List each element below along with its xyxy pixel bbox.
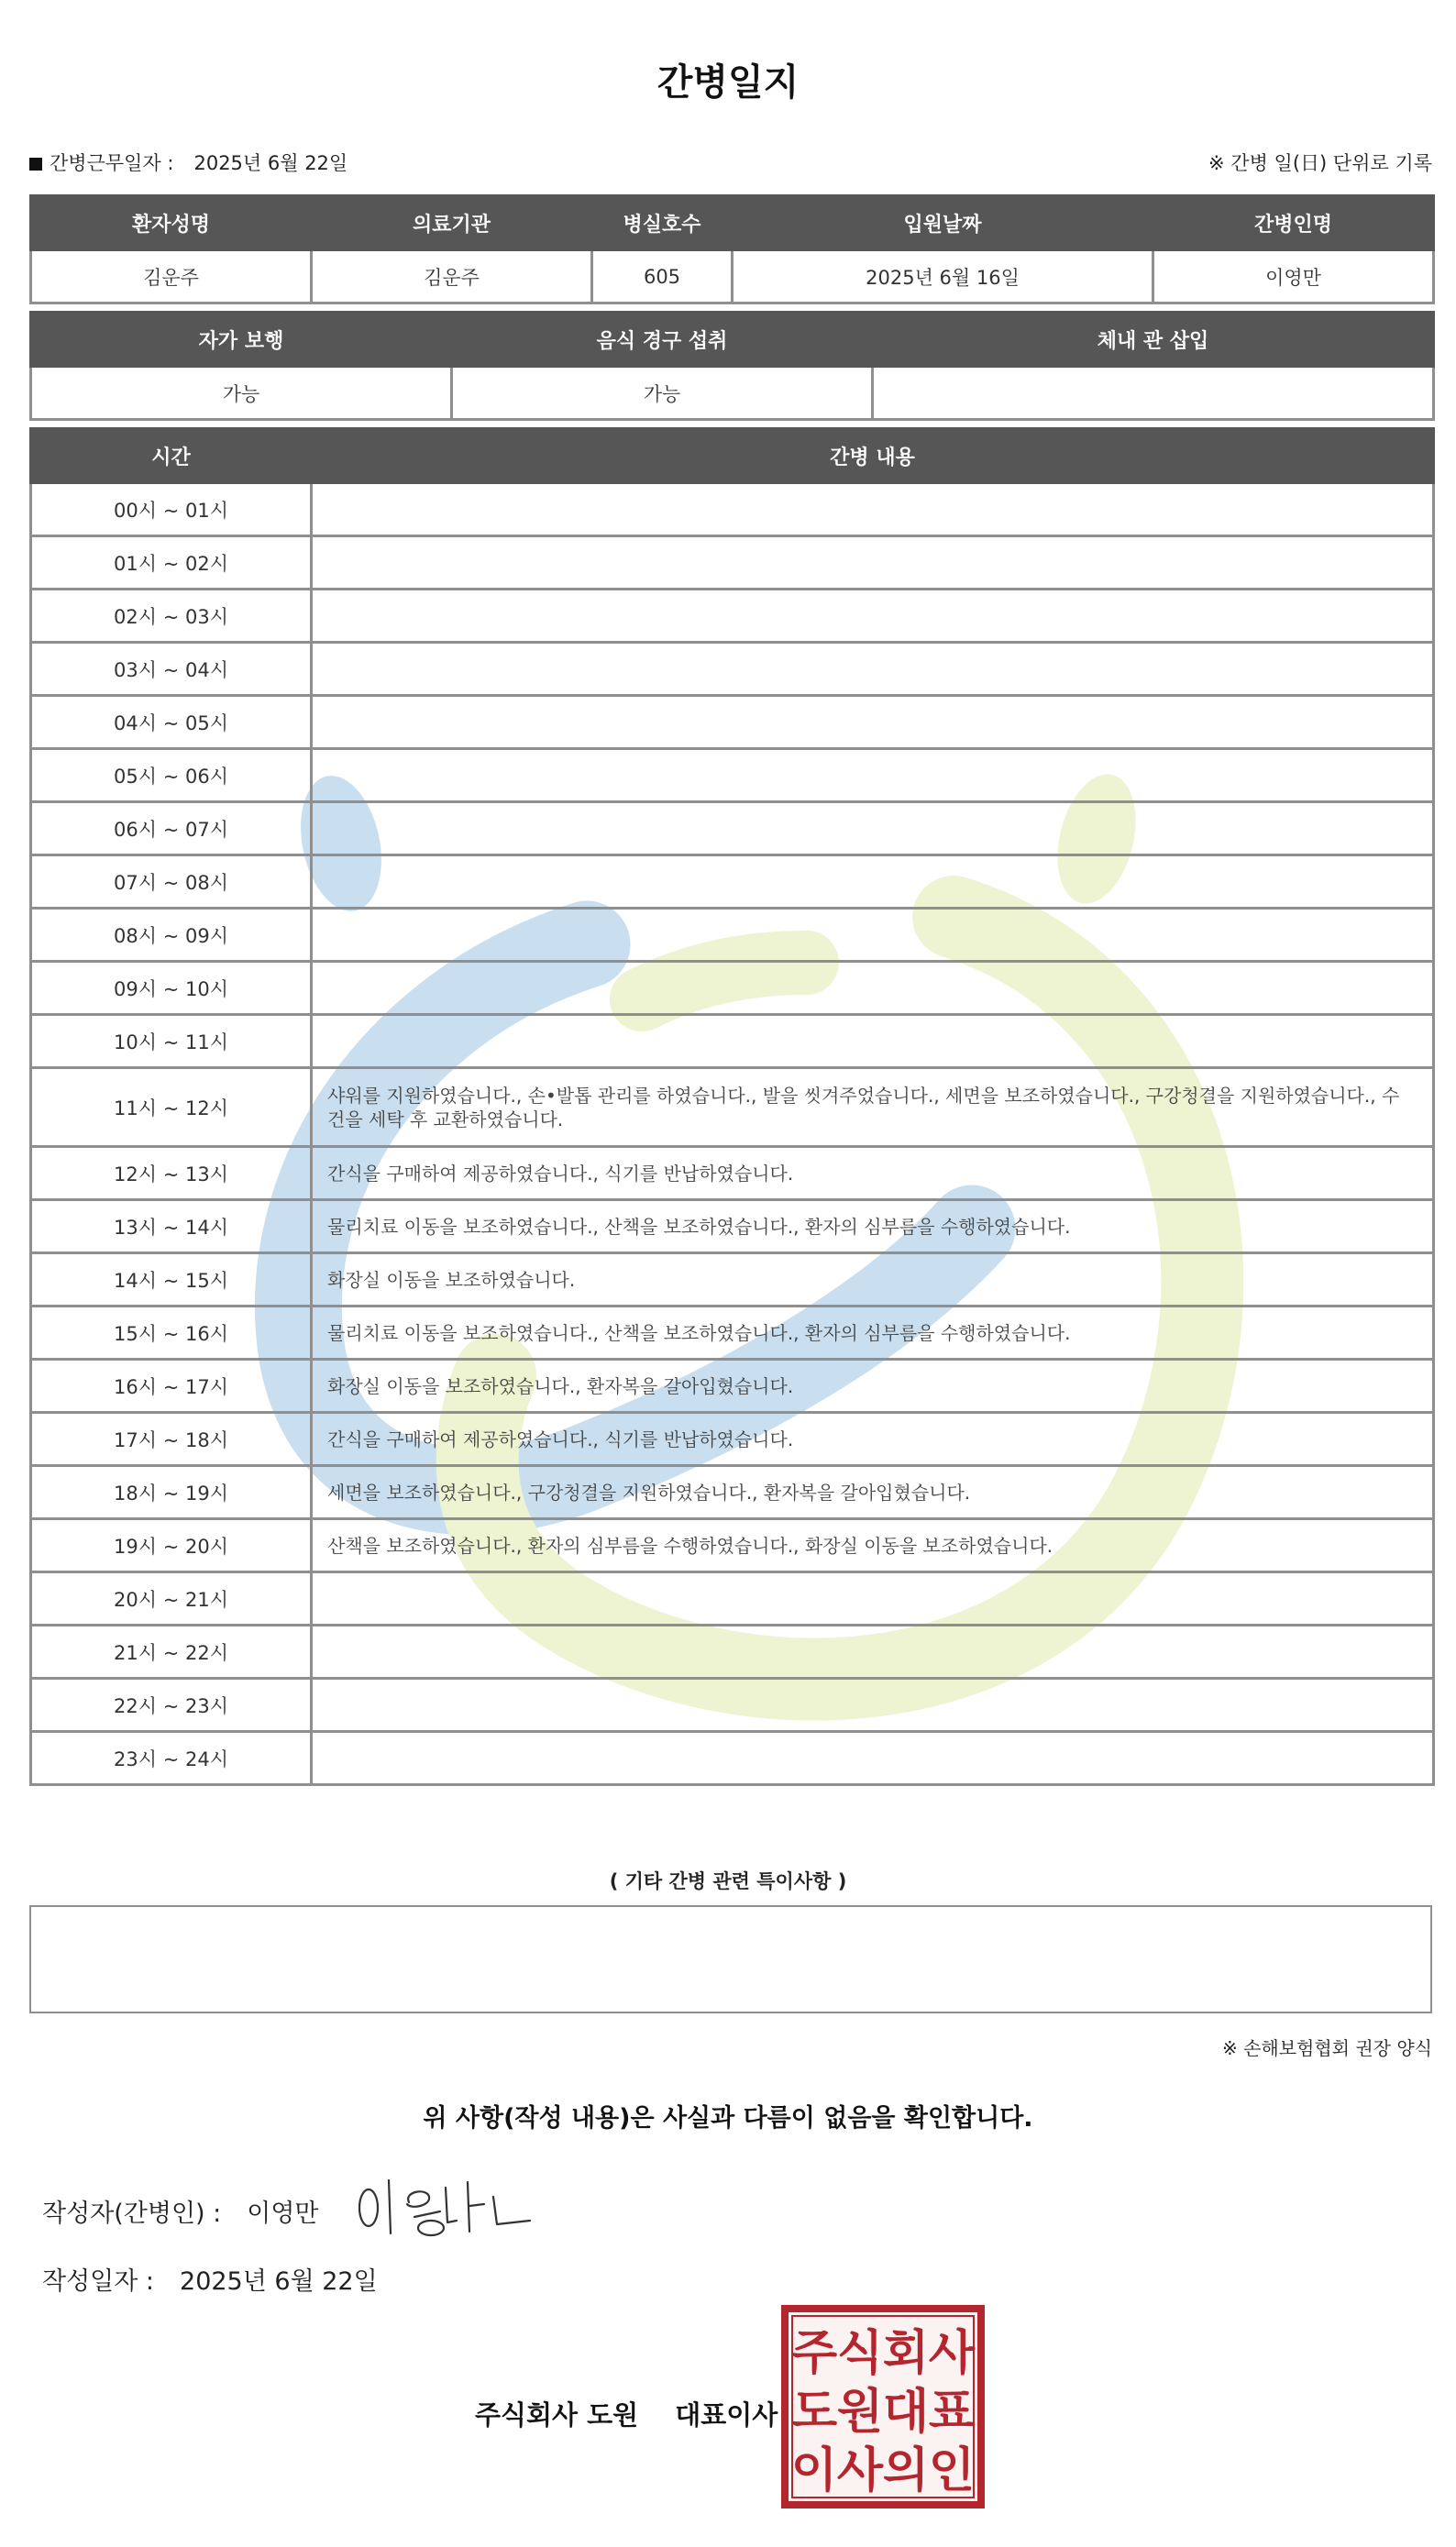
company-name: 주식회사 도원 <box>475 2399 639 2431</box>
handwritten-signature <box>350 2166 543 2248</box>
writer-name: 이영만 <box>247 2200 319 2228</box>
header-tube: 체내 관 삽입 <box>873 313 1434 367</box>
log-time: 11시 ~ 12시 <box>31 1068 312 1147</box>
log-time: 10시 ~ 11시 <box>31 1015 312 1068</box>
record-note: ※ 간병 일(日) 단위로 기록 <box>1208 152 1432 174</box>
log-time: 23시 ~ 24시 <box>31 1732 312 1785</box>
confirmation-statement: 위 사항(작성 내용)은 사실과 다름이 없음을 확인합니다. <box>423 2104 1033 2133</box>
ability-value-row <box>31 367 1434 420</box>
table-row <box>31 1572 1434 1626</box>
table-row <box>31 1068 1434 1147</box>
log-time: 19시 ~ 20시 <box>31 1519 312 1572</box>
writer-label: 작성자(간병인) : <box>42 2200 222 2228</box>
log-note: 물리치료 이동을 보조하였습니다., 산책을 보조하였습니다., 환자의 심부름을 수행하였습니다. <box>312 1307 1434 1360</box>
log-note: 산책을 보조하였습니다., 환자의 심부름을 수행하였습니다., 화장실 이동을 보조하였습니다. <box>312 1519 1434 1572</box>
log-note <box>312 802 1434 855</box>
log-time: 02시 ~ 03시 <box>31 590 312 643</box>
seal-glyph: 주 <box>790 2326 838 2381</box>
log-note <box>312 1679 1434 1732</box>
log-time: 21시 ~ 22시 <box>31 1626 312 1679</box>
table-row <box>31 1147 1434 1200</box>
log-note <box>312 590 1434 643</box>
seal-glyph: 표 <box>928 2385 976 2440</box>
walking-value: 가능 <box>31 367 452 420</box>
log-time: 09시 ~ 10시 <box>31 962 312 1015</box>
written-date-row <box>42 2261 378 2297</box>
recommendation-note: ※ 손해보험협회 권장 양식 <box>1221 2037 1432 2059</box>
log-time: 15시 ~ 16시 <box>31 1307 312 1360</box>
header-caregiver: 간병인명 <box>1153 196 1434 250</box>
header-hospital: 의료기관 <box>312 196 592 250</box>
seal-glyph: 회 <box>882 2326 930 2381</box>
log-note <box>312 1732 1434 1785</box>
page-title: 간병일지 <box>656 61 800 104</box>
log-time: 00시 ~ 01시 <box>31 483 312 536</box>
table-row <box>31 749 1434 802</box>
table-row <box>31 909 1434 962</box>
table-row <box>31 1360 1434 1413</box>
log-time: 12시 ~ 13시 <box>31 1147 312 1200</box>
care-log-table <box>29 427 1435 1786</box>
table-row <box>31 643 1434 696</box>
log-note: 물리치료 이동을 보조하였습니다., 산책을 보조하였습니다., 환자의 심부름을 수행하였습니다. <box>312 1200 1434 1253</box>
room-number: 605 <box>592 250 733 303</box>
log-time: 18시 ~ 19시 <box>31 1466 312 1519</box>
log-note <box>312 1572 1434 1626</box>
seal-glyph: 도 <box>790 2385 838 2440</box>
log-note <box>312 643 1434 696</box>
log-note <box>312 483 1434 536</box>
table-row <box>31 1466 1434 1519</box>
log-time: 07시 ~ 08시 <box>31 855 312 909</box>
log-note <box>312 536 1434 590</box>
log-note: 세면을 보조하였습니다., 구강청결을 지원하였습니다., 환자복을 갈아입혔습니다. <box>312 1466 1434 1519</box>
written-date-value: 2025년 6월 22일 <box>180 2267 378 2296</box>
work-date-value: 2025년 6월 22일 <box>193 152 348 174</box>
written-date-label: 작성일자 : <box>42 2267 155 2296</box>
log-note <box>312 909 1434 962</box>
log-time: 13시 ~ 14시 <box>31 1200 312 1253</box>
log-note <box>312 1626 1434 1679</box>
log-note: 샤워를 지원하였습니다., 손•발톱 관리를 하였습니다., 발을 씻겨주었습니다., 세면을 보조하였습니다., 구강청결을 지원하였습니다., 수건을 세탁 후 교환하였습니다. <box>312 1068 1434 1147</box>
log-note <box>312 749 1434 802</box>
header-oral-intake: 음식 경구 섭취 <box>452 313 873 367</box>
table-row <box>31 1307 1434 1360</box>
table-row <box>31 1413 1434 1466</box>
log-time: 17시 ~ 18시 <box>31 1413 312 1466</box>
seal-glyph: 사 <box>836 2443 884 2498</box>
patient-header-row <box>31 196 1434 250</box>
meta-row <box>29 149 1432 178</box>
log-time: 20시 ~ 21시 <box>31 1572 312 1626</box>
log-time: 06시 ~ 07시 <box>31 802 312 855</box>
work-date-label: 간병근무일자 : <box>50 152 174 174</box>
log-note: 간식을 구매하여 제공하였습니다., 식기를 반납하였습니다. <box>312 1147 1434 1200</box>
other-notes-box <box>29 1905 1432 2013</box>
table-row <box>31 1200 1434 1253</box>
table-row <box>31 1626 1434 1679</box>
log-note <box>312 1015 1434 1068</box>
seal-glyph: 이 <box>790 2443 838 2498</box>
company-representative: 대표이사 <box>675 2399 778 2431</box>
patient-value-row <box>31 250 1434 303</box>
table-row <box>31 1519 1434 1572</box>
company-seal-stamp <box>779 2303 987 2510</box>
table-row <box>31 590 1434 643</box>
company-row <box>475 2395 778 2432</box>
log-note: 간식을 구매하여 제공하였습니다., 식기를 반납하였습니다. <box>312 1413 1434 1466</box>
table-row <box>31 1679 1434 1732</box>
admission-date: 2025년 6월 16일 <box>733 250 1153 303</box>
log-note <box>312 855 1434 909</box>
table-row <box>31 802 1434 855</box>
log-time: 22시 ~ 23시 <box>31 1679 312 1732</box>
seal-glyph: 인 <box>928 2443 976 2498</box>
ability-table <box>29 311 1435 421</box>
table-row <box>31 1015 1434 1068</box>
table-row <box>31 536 1434 590</box>
seal-glyph: 대 <box>882 2385 930 2440</box>
ability-header-row <box>31 313 1434 367</box>
log-time: 01시 ~ 02시 <box>31 536 312 590</box>
header-admission-date: 입원날짜 <box>733 196 1153 250</box>
header-time: 시간 <box>31 429 312 483</box>
header-walking: 자가 보행 <box>31 313 452 367</box>
patient-table <box>29 194 1435 304</box>
work-date <box>29 149 347 176</box>
log-header-row <box>31 429 1434 483</box>
table-row <box>31 855 1434 909</box>
table-row <box>31 483 1434 536</box>
tube-value <box>873 367 1434 420</box>
log-time: 16시 ~ 17시 <box>31 1360 312 1413</box>
log-time: 04시 ~ 05시 <box>31 696 312 749</box>
table-row <box>31 696 1434 749</box>
table-row <box>31 962 1434 1015</box>
log-time: 03시 ~ 04시 <box>31 643 312 696</box>
seal-glyph: 사 <box>928 2326 976 2381</box>
log-time: 08시 ~ 09시 <box>31 909 312 962</box>
hospital: 김운주 <box>312 250 592 303</box>
other-notes-title: ( 기타 간병 관련 특이사항 ) <box>609 1870 847 1892</box>
log-note <box>312 962 1434 1015</box>
writer-row <box>42 2193 319 2229</box>
seal-glyph: 의 <box>882 2443 930 2498</box>
table-row <box>31 1253 1434 1307</box>
table-row <box>31 1732 1434 1785</box>
seal-glyph: 원 <box>836 2385 884 2440</box>
log-note: 화장실 이동을 보조하였습니다., 환자복을 갈아입혔습니다. <box>312 1360 1434 1413</box>
seal-glyph: 식 <box>836 2326 884 2381</box>
oral-intake-value: 가능 <box>452 367 873 420</box>
log-note <box>312 696 1434 749</box>
log-body <box>31 483 1434 1785</box>
patient-name: 김운주 <box>31 250 312 303</box>
header-patient-name: 환자성명 <box>31 196 312 250</box>
caregiver-name: 이영만 <box>1153 250 1434 303</box>
header-care-content: 간병 내용 <box>312 429 1434 483</box>
log-time: 05시 ~ 06시 <box>31 749 312 802</box>
header-room: 병실호수 <box>592 196 733 250</box>
square-bullet-icon <box>29 158 42 171</box>
log-note: 화장실 이동을 보조하였습니다. <box>312 1253 1434 1307</box>
log-time: 14시 ~ 15시 <box>31 1253 312 1307</box>
